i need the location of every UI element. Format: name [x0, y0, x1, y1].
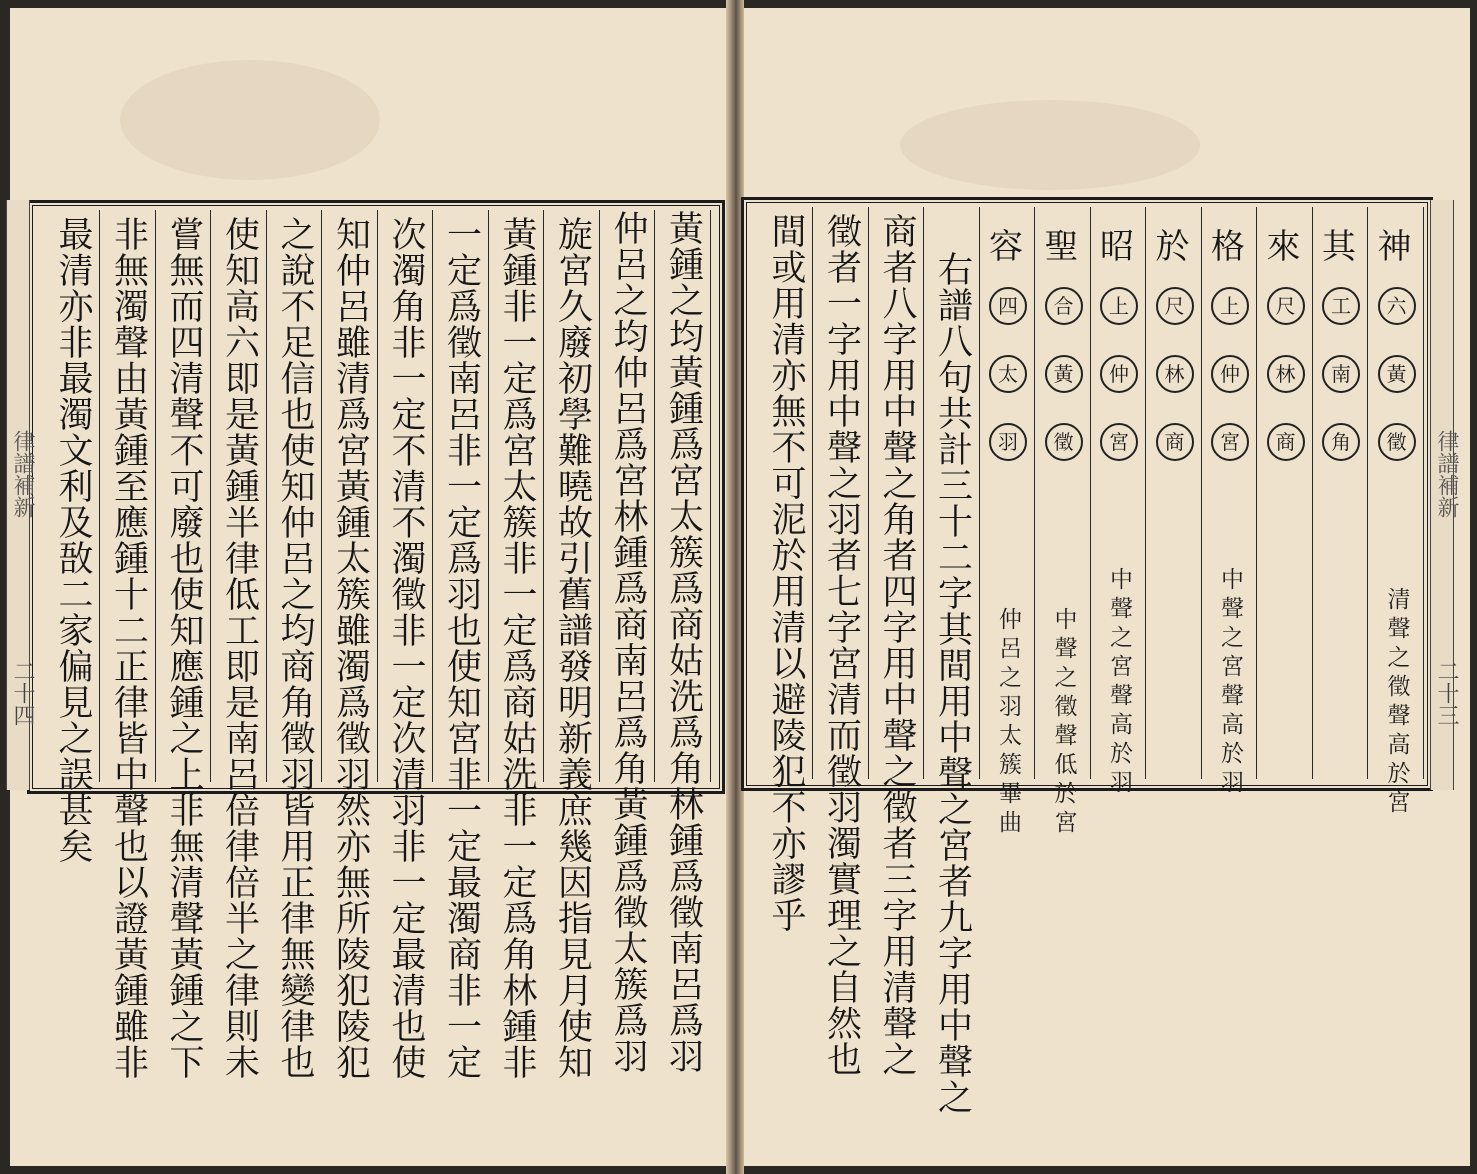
text-column	[546, 210, 600, 1080]
notation-circle: 黃	[1378, 355, 1416, 393]
lyric-character: 其	[1322, 227, 1356, 267]
text-column	[435, 210, 489, 1080]
score-note: 中聲之宮聲高於羽	[1106, 567, 1132, 799]
left-fold-strip	[6, 200, 35, 790]
notation-circle: 仲	[1100, 355, 1138, 393]
score-column	[1037, 207, 1091, 839]
left-fold-title: 律譜補新	[10, 430, 35, 518]
notation-circle: 合	[1045, 287, 1083, 325]
notation-circle: 仲	[1211, 355, 1249, 393]
paper-stain	[900, 100, 1200, 190]
text-column	[46, 210, 100, 864]
text-column	[490, 210, 544, 1080]
text-column	[157, 210, 211, 1080]
text-column	[213, 210, 267, 1080]
column-text: 黃鍾非一定爲宮太簇非一定爲商姑洗非一定爲角林鍾非	[497, 216, 537, 1080]
lyric-character: 聖	[1044, 227, 1079, 267]
text-column	[601, 210, 655, 1074]
commentary-column	[815, 207, 869, 1077]
score-column	[1148, 207, 1202, 779]
left-fold-page: 二十四	[10, 660, 35, 726]
notation-circle: 尺	[1267, 287, 1305, 325]
score-column	[1203, 207, 1257, 799]
notation-circle: 林	[1156, 355, 1194, 393]
score-column	[1092, 207, 1146, 799]
notation-circle: 宮	[1100, 423, 1138, 461]
notation-circle: 徵	[1045, 423, 1083, 461]
column-text: 最清亦非最濁文利及敔二家偏見之誤甚矣	[53, 216, 93, 864]
score-column	[981, 207, 1035, 839]
notation-circle: 徵	[1378, 423, 1416, 461]
column-text: 非無濁聲由黃鍾至應鍾十二正律皆中聲也以證黃鍾雖非	[108, 216, 149, 1080]
column-text: 嘗無而四清聲不可廢也使知應鍾之上非無清聲黃鍾之下	[164, 216, 204, 1080]
notation-circle: 上	[1211, 287, 1249, 325]
score-column	[1314, 207, 1368, 779]
right-fold-title: 律譜補新	[1434, 430, 1459, 518]
lyric-character: 格	[1211, 227, 1245, 267]
text-column	[657, 210, 711, 1074]
commentary-text: 右譜八句共計三十二字其間用中聲之宮者九字用中聲之	[932, 251, 973, 1115]
notation-circle: 羽	[989, 423, 1027, 461]
commentary-column	[926, 207, 980, 1115]
commentary-text: 徵者一字用中聲之羽者七字宮清而徵羽濁實理之自然也	[821, 213, 862, 1077]
score-note: 清聲之徵聲高於宮	[1383, 587, 1410, 819]
column-text: 一定爲徵南呂非一定爲羽也使知宮非一定最濁商非一定	[441, 216, 482, 1080]
commentary-text: 商者八字用中聲之角者四字用中聲之徵者三字用清聲之	[877, 213, 917, 1077]
column-text: 之說不足信也使知仲呂之均商角徵羽皆用正律無變律也	[275, 216, 315, 1080]
notation-circle: 工	[1322, 287, 1360, 325]
score-column	[1370, 207, 1424, 819]
lyric-character: 於	[1155, 227, 1190, 267]
column-text: 次濁角非一定不清不濁徵非一定次清羽非一定最清也使	[386, 216, 426, 1080]
notation-circle: 四	[989, 287, 1027, 325]
commentary-text: 間或用清亦無不可泥於用清以避陵犯不亦謬乎	[766, 213, 806, 933]
notation-circle: 六	[1378, 287, 1416, 325]
text-column	[324, 210, 378, 1080]
notation-circle: 角	[1322, 423, 1360, 461]
notation-circle: 商	[1267, 423, 1305, 461]
paper-stain	[120, 60, 380, 180]
notation-circle: 黃	[1045, 355, 1083, 393]
lyric-character: 昭	[1100, 227, 1134, 267]
right-fold-page: 二十三	[1434, 660, 1459, 726]
lyric-character: 來	[1266, 227, 1301, 267]
lyric-character: 容	[989, 227, 1023, 267]
notation-circle: 商	[1156, 423, 1194, 461]
commentary-column	[870, 207, 924, 1077]
column-text: 旋宮久廢初學難曉故引舊譜發明新義庶幾因指見月使知	[552, 216, 593, 1080]
text-column	[379, 210, 433, 1080]
right-fold-strip	[1430, 200, 1459, 790]
column-text: 知仲呂雖清爲宮黃鍾太簇雖濁爲徵羽然亦無所陵犯陵犯	[330, 216, 371, 1080]
text-column	[102, 210, 156, 1080]
score-note: 中聲之宮聲高於羽	[1217, 567, 1243, 799]
column-text: 使知高六即是黃鍾半律低工即是南呂倍律倍半之律則未	[219, 216, 260, 1080]
column-text: 黃鍾之均黃鍾爲宮太簇爲商姑洗爲角林鍾爲徵南呂爲羽	[663, 210, 704, 1074]
text-column	[268, 210, 322, 1080]
score-note: 中聲之徵聲低於宮	[1050, 607, 1077, 839]
score-note: 仲呂之羽太簇畢曲	[995, 607, 1021, 839]
notation-circle: 上	[1100, 287, 1138, 325]
notation-circle: 尺	[1156, 287, 1194, 325]
notation-circle: 林	[1267, 355, 1305, 393]
lyric-character: 神	[1377, 227, 1412, 267]
notation-circle: 宮	[1211, 423, 1249, 461]
column-text: 仲呂之均仲呂爲宮林鍾爲商南呂爲角黃鍾爲徵太簇爲羽	[608, 210, 648, 1074]
notation-circle: 南	[1322, 355, 1360, 393]
commentary-column	[759, 207, 813, 933]
notation-circle: 太	[989, 355, 1027, 393]
score-column	[1259, 207, 1313, 779]
